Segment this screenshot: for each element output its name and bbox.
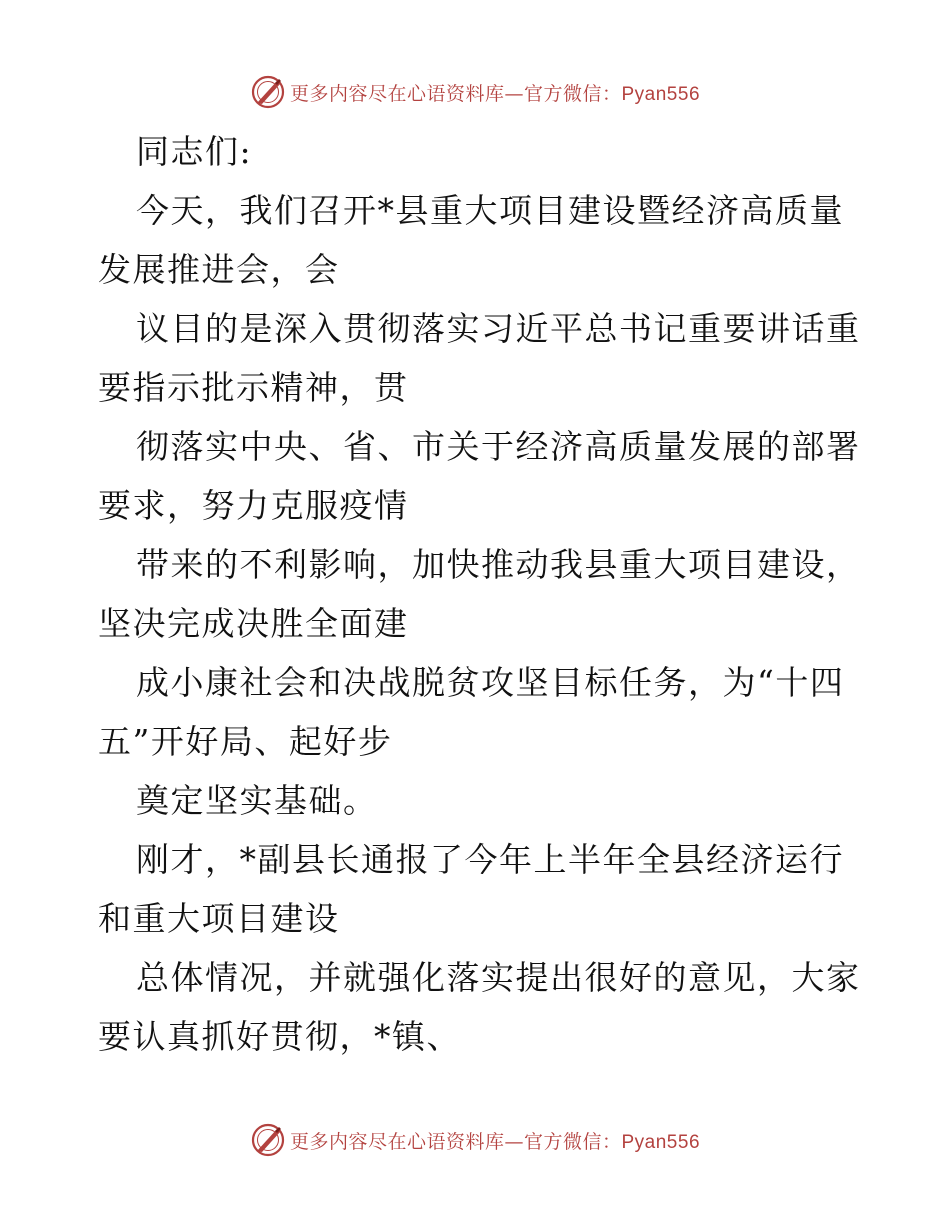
watermark-wechat-id: Pyan556	[621, 83, 701, 105]
header-watermark	[0, 72, 950, 112]
text-line: 要认真抓好贯彻，*镇、	[98, 1017, 461, 1056]
text-line: 议目的是深入贯彻落实习近平总书记重要讲话重	[136, 309, 861, 348]
text-line: 今天，我们召开*县重大项目建设暨经济高质量	[136, 191, 844, 230]
text-line: 总体情况，并就强化落实提出很好的意见，大家	[136, 958, 861, 997]
watermark-wechat-id: Pyan556	[621, 1131, 701, 1153]
text-line: 同志们:	[136, 132, 253, 171]
watermark-text	[290, 79, 700, 106]
text-line: 带来的不利影响，加快推动我县重大项目建设，	[136, 545, 861, 584]
text-line: 彻落实中央、省、市关于经济高质量发展的部署	[136, 427, 861, 466]
footer-watermark	[0, 1120, 950, 1160]
watermark-text-cn: 更多内容尽在心语资料库—官方微信：	[289, 1130, 622, 1153]
watermark-text	[290, 1127, 700, 1154]
text-line: 发展推进会，会	[98, 250, 340, 289]
text-line: 成小康社会和决战脱贫攻坚目标任务，为“十四	[136, 663, 845, 702]
text-line: 奠定坚实基础。	[136, 781, 378, 820]
document-body	[98, 122, 861, 1066]
text-line: 要指示批示精神，贯	[98, 368, 409, 407]
text-line: 坚决完成决胜全面建	[98, 604, 409, 643]
watermark-text-cn: 更多内容尽在心语资料库—官方微信：	[289, 82, 622, 105]
text-line: 和重大项目建设	[98, 899, 340, 938]
text-line: 五”开好局、起好步	[98, 722, 393, 761]
red-quill-logo-icon	[250, 74, 286, 110]
text-line: 刚才，*副县长通报了今年上半年全县经济运行	[136, 840, 844, 879]
text-line: 要求，努力克服疫情	[98, 486, 409, 525]
red-quill-logo-icon	[250, 1122, 286, 1158]
